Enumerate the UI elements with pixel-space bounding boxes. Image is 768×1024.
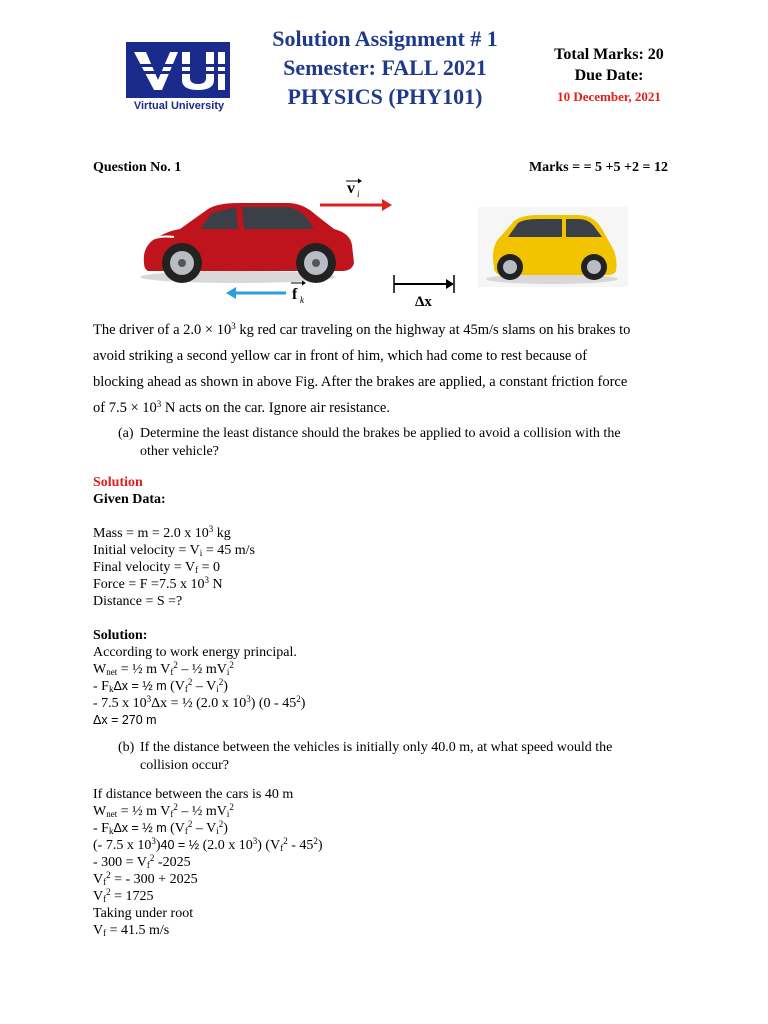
logo-caption: Virtual University: [133, 100, 225, 112]
text-run: (2.0 x 10: [199, 838, 253, 853]
text-run: N: [208, 577, 223, 592]
superscript: 2: [218, 677, 224, 687]
superscript: 3: [204, 575, 209, 585]
result-distance: Δx = 270 m: [93, 713, 157, 727]
solution-a-block: [93, 474, 305, 729]
vu-logo-icon: [126, 42, 230, 98]
text-run: - 300 = V: [93, 855, 147, 870]
solution-heading: Solution: [93, 475, 143, 490]
part-a-question: [118, 425, 675, 461]
subscript: f: [280, 843, 284, 853]
text-run: - 7.5 x 10: [93, 696, 147, 711]
text-run: – ½ mV: [177, 662, 227, 677]
text-run: = 41.5 m/s: [106, 923, 170, 938]
assignment-title-block: [235, 24, 535, 111]
question-label: Question No. 1: [93, 160, 182, 175]
university-logo: [126, 42, 232, 116]
given-mass: [93, 525, 305, 542]
vi-subscript: i: [357, 189, 360, 199]
statement-line-1: [93, 317, 675, 343]
superscript: 2: [283, 836, 288, 846]
text-run: – V: [192, 821, 217, 836]
subscript: f: [184, 826, 188, 836]
fk-subscript: k: [300, 295, 304, 305]
text-run: ): [223, 679, 228, 694]
superscript: 2: [187, 677, 193, 687]
subscript: i: [199, 548, 203, 558]
text-run: = 45 m/s: [202, 543, 255, 558]
subscript: net: [106, 809, 118, 819]
text-run: = 1725: [110, 889, 154, 904]
velocity-arrow-icon: [320, 199, 392, 211]
text-run: - 45: [287, 838, 314, 853]
text-run: Δx = ½ m: [113, 679, 167, 693]
cars-figure: [138, 175, 630, 310]
yellow-car-icon: [478, 207, 628, 287]
superscript: 3: [146, 694, 152, 704]
part-b-label: (b): [118, 740, 135, 755]
spacer: [93, 610, 305, 627]
text-run: ): [223, 821, 228, 836]
text-run: ): [155, 838, 161, 853]
text-run: - F: [93, 821, 109, 836]
part-b-line-2: collision occur?: [140, 758, 230, 773]
subscript: f: [103, 928, 107, 938]
solution-subheading: Solution:: [93, 628, 148, 643]
text-run: ) (0 - 45: [250, 696, 297, 711]
friction-arrow-icon: [226, 287, 286, 299]
root-step-text: Taking under root: [93, 906, 194, 921]
superscript: 2: [149, 853, 155, 863]
marks-block: [524, 44, 694, 107]
given-initial-velocity: [93, 542, 305, 559]
subscript: f: [170, 809, 174, 819]
equation-substituted: [93, 837, 323, 854]
text-run: Mass = m = 2.0 x 10: [93, 526, 209, 541]
subscript: f: [146, 860, 150, 870]
text-run: – V: [192, 679, 217, 694]
text-run: ): [317, 838, 323, 853]
text-run: = - 300 + 2025: [110, 872, 198, 887]
semester-title: Semester: FALL 2021: [283, 55, 487, 80]
subscript: f: [103, 877, 107, 887]
superscript: 3: [231, 321, 236, 331]
text-run: (V: [166, 821, 185, 836]
equation-friction: [93, 678, 305, 695]
equation-work-energy: [93, 803, 323, 820]
equation-friction: [93, 820, 323, 837]
intro-text: If distance between the cars is 40 m: [93, 787, 294, 802]
text-run: W: [93, 804, 107, 819]
final-velocity-result: [93, 922, 323, 939]
superscript: 3: [156, 399, 162, 409]
text-run: V: [93, 923, 104, 938]
text-run: of 7.5 × 10: [93, 400, 157, 416]
superscript: 2: [187, 819, 193, 829]
superscript: 3: [246, 694, 251, 704]
superscript: 2: [106, 870, 111, 880]
equation-step-5: [93, 871, 323, 888]
text-run: 40 = ½: [160, 838, 200, 852]
subscript: f: [184, 684, 188, 694]
text-run: Initial velocity = V: [93, 543, 200, 558]
principle-text: According to work energy principal.: [93, 645, 297, 660]
vi-label: v: [347, 180, 355, 197]
dx-label: Δx: [415, 294, 432, 310]
text-run: kg red car traveling on the highway at 45m/s slams on his brakes to: [235, 322, 631, 338]
assignment-title: Solution Assignment # 1: [272, 26, 498, 51]
text-run: kg: [213, 526, 231, 541]
equation-step-6: [93, 888, 323, 905]
text-run: Δx = ½ (2.0 x 10: [151, 696, 247, 711]
subscript: f: [103, 894, 107, 904]
vi-overarrow-head: [358, 179, 362, 184]
text-run: - F: [93, 679, 109, 694]
subscript: i: [216, 684, 219, 694]
text-run: Δx = ½ m: [113, 821, 167, 835]
subscript: k: [108, 826, 114, 836]
red-car-icon: [140, 203, 354, 283]
part-a-line-2: other vehicle?: [140, 444, 219, 459]
text-run: (V: [166, 679, 185, 694]
text-run: ) (V: [257, 838, 281, 853]
fk-label: f: [292, 286, 298, 303]
question-header: [93, 160, 668, 176]
superscript: 3: [252, 836, 258, 846]
text-run: ): [300, 696, 306, 711]
superscript: 2: [229, 660, 234, 670]
text-run: = 0: [198, 560, 221, 575]
part-a-line-1: Determine the least distance should the brakes be applied to avoid a collision with the: [140, 426, 621, 441]
displacement-arrow-icon: [394, 275, 454, 293]
given-distance: Distance = S =?: [93, 594, 183, 609]
superscript: 2: [173, 802, 178, 812]
subscript: i: [226, 809, 230, 819]
equation-work-energy: [93, 661, 305, 678]
question-marks: Marks = = 5 +5 +2 = 12: [528, 160, 668, 175]
superscript: 3: [208, 524, 214, 534]
superscript: 2: [106, 887, 111, 897]
text-run: W: [93, 662, 107, 677]
superscript: 2: [229, 802, 234, 812]
statement-line-3: blocking ahead as shown in above Fig. After the brakes are applied, a constant friction force: [93, 374, 628, 390]
text-run: – ½ mV: [177, 804, 227, 819]
part-a-label: (a): [118, 426, 134, 441]
statement-line-4: [93, 395, 675, 421]
text-run: The driver of a 2.0 × 10: [93, 322, 232, 338]
text-run: V: [93, 889, 104, 904]
statement-line-2: avoid striking a second yellow car in front of him, which had come to rest because of: [93, 348, 588, 364]
equation-step-4: [93, 854, 323, 871]
superscript: 3: [151, 836, 156, 846]
text-run: Force = F =7.5 x 10: [93, 577, 205, 592]
part-b-question: [118, 739, 675, 775]
cars-illustration: [138, 175, 630, 310]
superscript: 2: [296, 694, 301, 704]
subscript: i: [216, 826, 219, 836]
text-run: = ½ m V: [117, 662, 171, 677]
subscript: net: [106, 667, 118, 677]
given-force: [93, 576, 305, 593]
superscript: 2: [173, 660, 178, 670]
text-run: V: [93, 872, 104, 887]
logo-mark: [126, 42, 230, 98]
due-date-label: Due Date:: [574, 67, 644, 84]
text-run: N acts on the car. Ignore air resistance.: [161, 400, 390, 416]
subscript: f: [170, 667, 174, 677]
text-run: (- 7.5 x 10: [93, 838, 152, 853]
spacer: [93, 508, 305, 525]
text-run: -2025: [154, 855, 191, 870]
superscript: 2: [313, 836, 318, 846]
due-date: 10 December, 2021: [557, 89, 661, 104]
course-title: PHYSICS (PHY101): [287, 84, 483, 109]
subscript: f: [195, 565, 199, 575]
subscript: i: [226, 667, 230, 677]
problem-statement: [93, 317, 675, 421]
part-b-line-1: If the distance between the vehicles is initially only 40.0 m, at what speed would the: [140, 740, 613, 755]
given-data-heading: Given Data:: [93, 492, 166, 507]
text-run: = ½ m V: [117, 804, 171, 819]
total-marks: Total Marks: 20: [554, 46, 664, 63]
given-final-velocity: [93, 559, 305, 576]
subscript: k: [108, 684, 114, 694]
text-run: Final velocity = V: [93, 560, 196, 575]
solution-b-block: [93, 786, 323, 939]
equation-substituted: [93, 695, 305, 712]
superscript: 2: [218, 819, 224, 829]
